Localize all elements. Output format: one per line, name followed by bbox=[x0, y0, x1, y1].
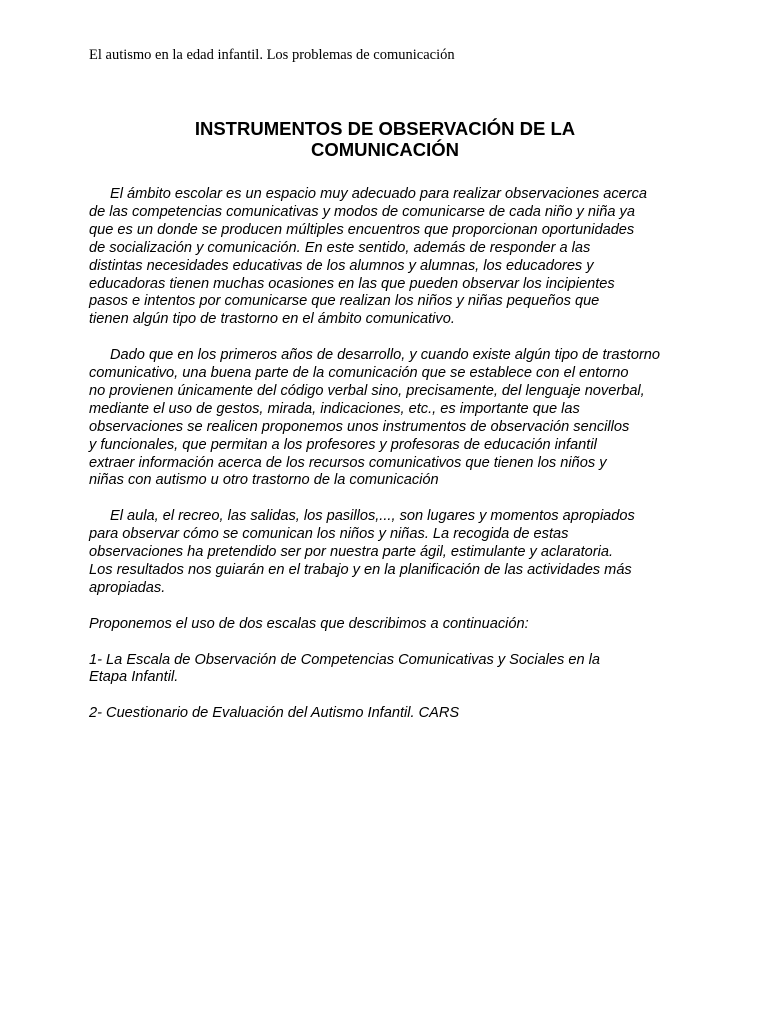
paragraph-line: pasos e intentos por comunicarse que realizan los niños y niñas pequeños que bbox=[89, 293, 600, 310]
paragraph-line: no provienen únicamente del código verbal sino, precisamente, del lenguaje noverbal, bbox=[89, 382, 645, 399]
paragraph-line: Etapa Infantil. bbox=[89, 669, 179, 686]
paragraph-line: distintas necesidades educativas de los alumnos y alumnas, los educadores y bbox=[89, 257, 594, 274]
paragraph-line: mediante el uso de gestos, mirada, indicaciones, etc., es importante que las bbox=[89, 400, 580, 417]
paragraph bbox=[89, 508, 689, 598]
running-header: El autismo en la edad infantil. Los problemas de comunicación bbox=[89, 47, 455, 63]
title-line: INSTRUMENTOS DE OBSERVACIÓN DE LA bbox=[194, 118, 576, 139]
paragraph-line: 1- La Escala de Observación de Competencias Comunicativas y Sociales en la bbox=[89, 651, 601, 668]
paragraph bbox=[89, 705, 689, 723]
paragraph bbox=[89, 347, 689, 490]
page-title bbox=[90, 118, 680, 160]
paragraph-line: El ámbito escolar es un espacio muy adecuado para realizar observaciones acerca bbox=[110, 186, 648, 202]
paragraph-line: tienen algún tipo de trastorno en el ámbito comunicativo. bbox=[89, 311, 455, 328]
paragraph-line: comunicativo, una buena parte de la comunicación que se establece con el entorno bbox=[89, 365, 629, 382]
paragraph-line: apropiadas. bbox=[89, 579, 166, 596]
paragraph-line: Proponemos el uso de dos escalas que describimos a continuación: bbox=[89, 615, 529, 632]
paragraph-line: observaciones se realicen proponemos unos instrumentos de observación sencillos bbox=[89, 418, 630, 435]
paragraph-line: extraer información acerca de los recursos comunicativos que tienen los niños y bbox=[89, 454, 607, 471]
paragraph-line: Los resultados nos guiarán en el trabajo y en la planificación de las actividades más bbox=[89, 562, 632, 578]
paragraph-line: El aula, el recreo, las salidas, los pasillos,..., son lugares y momentos apropiados bbox=[110, 508, 635, 525]
paragraph-line: niñas con autismo u otro trastorno de la comunicación bbox=[89, 472, 439, 489]
paragraph bbox=[89, 186, 689, 329]
paragraph-line: para observar cómo se comunican los niños y niñas. La recogida de estas bbox=[89, 526, 569, 543]
paragraph-line: educadoras tienen muchas ocasiones en las que pueden observar los incipientes bbox=[89, 275, 615, 292]
paragraph-line: que es un donde se producen múltiples encuentros que proporcionan oportunidades bbox=[89, 221, 635, 238]
paragraph-line: 2- Cuestionario de Evaluación del Autismo Infantil. CARS bbox=[89, 705, 460, 722]
paragraph-line: observaciones ha pretendido ser por nuestra parte ágil, estimulante y aclaratoria. bbox=[89, 544, 614, 561]
paragraph-line: Dado que en los primeros años de desarrollo, y cuando existe algún tipo de trastorno bbox=[110, 347, 661, 364]
body-text bbox=[89, 186, 689, 741]
title-line: COMUNICACIÓN bbox=[311, 139, 459, 160]
paragraph bbox=[89, 652, 689, 688]
paragraph-line: y funcionales, que permitan a los profesores y profesoras de educación infantil bbox=[89, 436, 597, 453]
paragraph bbox=[89, 616, 689, 634]
paragraph-line: de las competencias comunicativas y modos de comunicarse de cada niño y niña ya bbox=[89, 203, 635, 220]
paragraph-line: de socialización y comunicación. En este sentido, además de responder a las bbox=[89, 239, 591, 256]
